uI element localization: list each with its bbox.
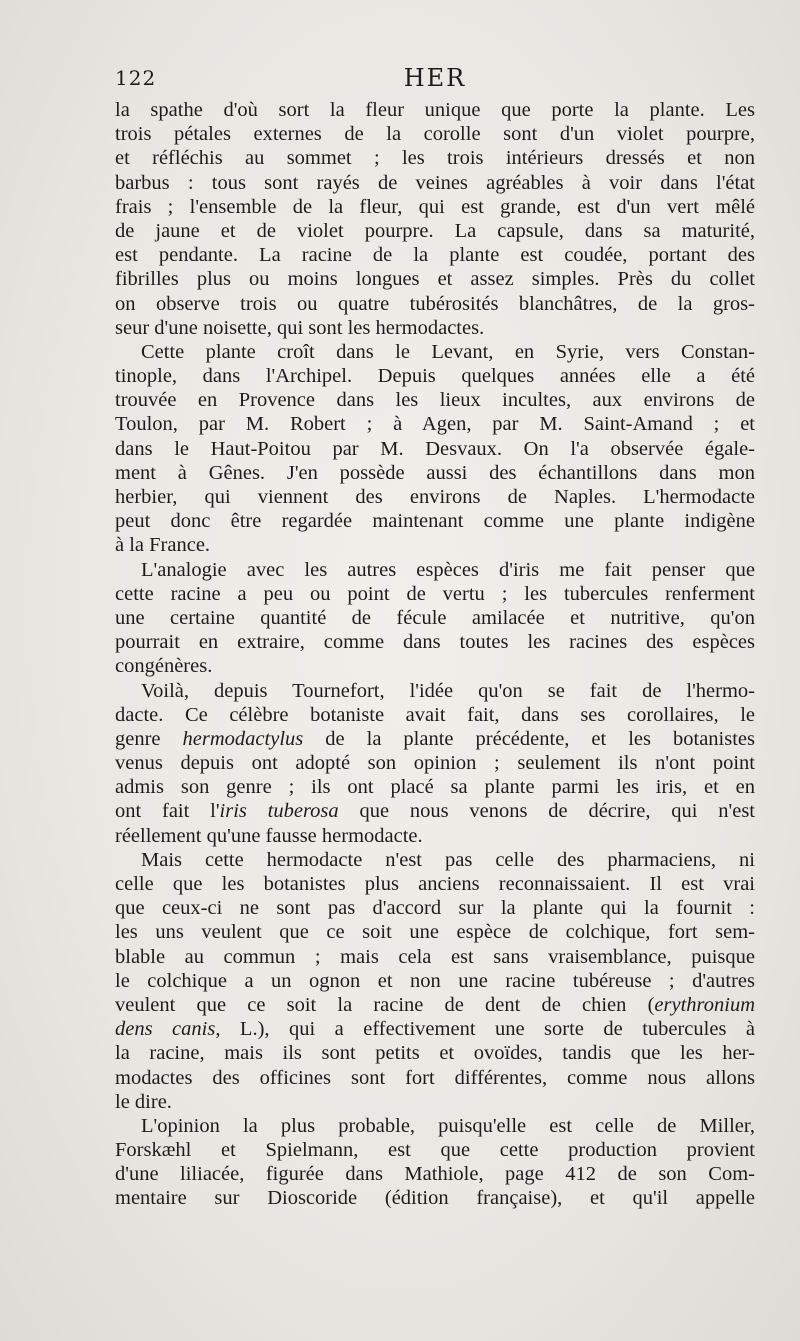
text-line: herbier, qui viennent des environs de Naples. L'hermodacte [115,486,755,508]
text-line: Cette plante croît dans le Levant, en Syrie, vers Constan- [141,340,755,363]
text-line: admis son genre ; ils ont placé sa plante parmi les iris, et en [115,776,755,799]
text-line: et réfléchis au sommet ; les trois intérieurs dressés et non [115,147,755,170]
text-line: à la France. [115,534,211,557]
text-line: ment à Gênes. J'en possède aussi des échantillons dans mon [115,461,755,484]
text-line: d'une liliacée, figurée dans Mathiole, page 412 de son Com- [115,1163,755,1186]
text-line: trouvée en Provence dans les lieux incultes, aux environs de [115,389,755,412]
line-text: de la plante précédente, et les botanistes [303,727,755,750]
text-line: Voilà, depuis Tournefort, l'idée qu'on se fait de l'hermo- [141,679,755,702]
text-line: dans le Haut-Poitou par M. Desvaux. On l'a observée égale- [115,437,755,460]
text-line: venus depuis ont adopté son opinion ; seulement ils n'ont point [115,752,755,775]
page-number: 122 [115,66,157,90]
text-line: frais ; l'ensemble de la fleur, qui est grande, est d'un vert mêlé [115,195,755,218]
text-line: mentaire sur Dioscoride (édition française), et qu'il appelle [115,1187,755,1210]
text-line: Toulon, par M. Robert ; à Agen, par M. Saint-Amand ; et [115,413,755,436]
line-text: veulent que ce soit la racine de dent de chien ( [115,993,655,1016]
text-line: blable au commun ; mais cela est sans vraisemblance, puisque [115,945,755,968]
italic-term: dens canis [115,1018,216,1041]
text-line: barbus : tous sont rayés de veines agréables à voir dans l'état [115,171,755,194]
italic-term: erythronium [654,993,755,1016]
text-line: trois pétales externes de la corolle sont d'un violet pourpre, [115,123,755,146]
body-text [115,98,755,1211]
line-text: ont fait l' [115,800,220,823]
line-text: que nous venons de décrire, qui n'est [338,800,755,823]
text-line [115,993,755,1017]
running-head: HER [403,64,467,92]
text-line: L'analogie avec les autres espèces d'iris me fait penser que [141,558,755,581]
text-line: le dire. [115,1090,172,1113]
text-line: L'opinion la plus probable, puisqu'elle est celle de Miller, [141,1114,755,1137]
italic-term: hermodactylus [182,727,304,750]
text-line: Forskæhl et Spielmann, est que cette production provient [115,1139,755,1162]
text-line: une certaine quantité de fécule amilacée et nutritive, qu'on [115,606,755,629]
text-line: que ceux-ci ne sont pas d'accord sur la plante qui la fournit : [115,897,755,920]
text-line: celle que les botanistes plus anciens reconnaissaient. Il est vrai [115,873,755,895]
text-line: dacte. Ce célèbre botaniste avait fait, dans ses corollaires, le [115,703,755,726]
text-line: la racine, mais ils sont petits et ovoïdes, tandis que les her- [115,1042,755,1065]
text-line: est pendante. La racine de la plante est coudée, portant des [115,244,755,267]
line-text: genre [115,727,183,750]
text-line [115,1017,755,1041]
text-line: les uns veulent que ce soit une espèce de colchique, fort sem- [115,921,755,944]
text-line: la spathe d'où sort la fleur unique que porte la plante. Les [115,99,755,121]
line-text: , L.), qui a effectivement une sorte de tubercules à [215,1018,755,1041]
text-line: tinople, dans l'Archipel. Depuis quelques années elle a été [115,365,755,388]
text-line: peut donc être regardée maintenant comme une plante indigène [115,510,755,533]
text-line [115,727,755,751]
text-line: Mais cette hermodacte n'est pas celle des pharmaciens, ni [141,848,755,871]
text-line: congénères. [115,655,213,678]
text-line: réellement qu'une fausse hermodacte. [115,824,423,847]
text-line: modactes des officines sont fort différentes, comme nous allons [115,1066,755,1089]
text-line [115,799,755,823]
text-line: on observe trois ou quatre tubérosités blanchâtres, de la gros- [115,292,755,315]
text-line: de jaune et de violet pourpre. La capsule, dans sa maturité, [115,219,755,242]
text-line: seur d'une noisette, qui sont les hermodactes. [115,316,485,339]
text-line: le colchique a un ognon et non une racine tubéreuse ; d'autres [115,969,755,992]
text-line: pourrait en extraire, comme dans toutes les racines des espèces [115,631,755,654]
page-header [115,66,755,96]
italic-term: iris tuberosa [219,800,339,823]
text-line: fibrilles plus ou moins longues et assez simples. Près du collet [115,268,755,291]
text-line: cette racine a peu ou point de vertu ; les tubercules renferment [115,582,755,605]
